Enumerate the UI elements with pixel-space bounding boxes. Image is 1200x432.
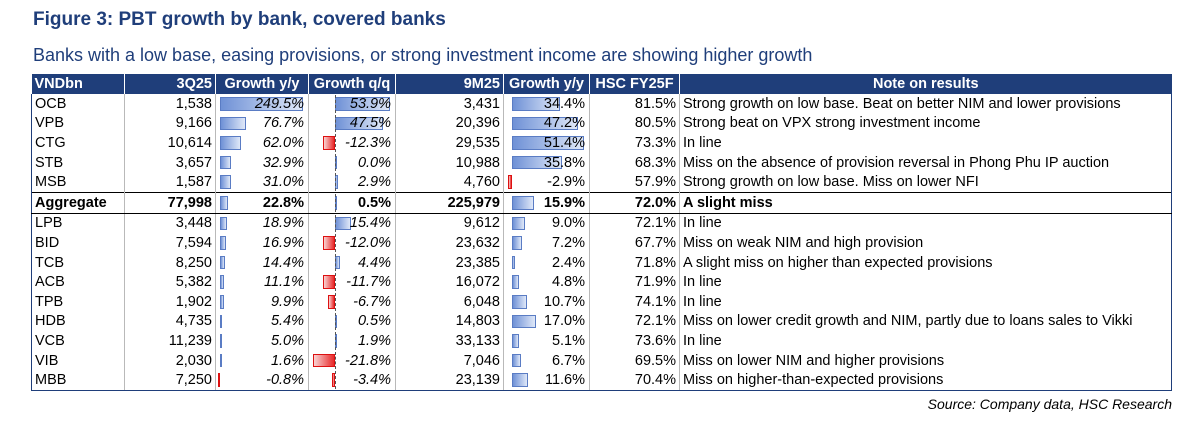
growth-bar-q_yoy (220, 315, 222, 329)
growth-value-label: 16.9% (262, 234, 304, 251)
growth-value-label: 47.5% (349, 115, 391, 132)
growth-bar-q_yoy (220, 354, 222, 368)
growth-value-label: 17.0% (543, 313, 585, 330)
bar-cell-q_qoq (309, 370, 396, 390)
growth-value-label: 14.4% (262, 254, 304, 271)
growth-value-label: 1.6% (270, 352, 304, 369)
growth-value-label: 35.8% (543, 154, 585, 171)
growth-bar-m_yoy (512, 354, 521, 368)
pbt-3q25: 5,382 (125, 272, 216, 292)
growth-value-label: 62.0% (262, 134, 304, 151)
pbt-9m25: 10,988 (396, 153, 504, 173)
bar-cell-m_yoy (504, 94, 590, 114)
pbt-9m25: 33,133 (396, 331, 504, 351)
col-header-note: Note on results (680, 74, 1172, 94)
result-note: Strong beat on VPX strong investment income (680, 114, 1172, 134)
result-note: Strong growth on low base. Beat on better NIM and lower provisions (680, 94, 1172, 114)
growth-value-label: 47.2% (543, 115, 585, 132)
hsc-fy25f-completion: 74.1% (590, 292, 680, 312)
zero-axis-line (335, 293, 336, 311)
zero-axis-line (335, 194, 336, 212)
result-note: A slight miss on higher than expected provisions (680, 253, 1172, 273)
bar-cell-q_yoy (216, 192, 309, 213)
growth-bar-q_yoy (220, 196, 228, 210)
growth-bar-q_yoy (220, 117, 245, 131)
growth-value-label: 4.4% (357, 254, 391, 271)
growth-value-label: 2.4% (551, 254, 585, 271)
hsc-fy25f-completion: 72.0% (590, 192, 680, 213)
bank-name: VPB (32, 114, 125, 134)
growth-bar-q_qoq (335, 217, 351, 231)
growth-value-label: -6.7% (353, 293, 391, 310)
growth-bar-q_yoy (220, 136, 241, 150)
growth-bar-q_yoy (220, 175, 230, 189)
bar-cell-q_yoy (216, 233, 309, 253)
pbt-3q25: 1,902 (125, 292, 216, 312)
growth-value-label: 34.4% (543, 95, 585, 112)
table-row (32, 351, 1172, 371)
pbt-9m25: 3,431 (396, 94, 504, 114)
growth-bar-q_qoq (323, 136, 336, 150)
growth-value-label: 9.0% (551, 215, 585, 232)
table-row (32, 114, 1172, 134)
growth-value-label: 5.0% (270, 332, 304, 349)
growth-bar-q_qoq (323, 236, 335, 250)
result-note: Miss on lower NIM and higher provisions (680, 351, 1172, 371)
bar-cell-q_qoq (309, 192, 396, 213)
col-header-3q25-growth-qoq: Growth q/q (309, 74, 396, 94)
table-row (32, 172, 1172, 192)
growth-value-label: -3.4% (353, 372, 391, 389)
result-note: Miss on weak NIM and high provision (680, 233, 1172, 253)
growth-value-label: 2.9% (357, 174, 391, 191)
growth-bar-m_yoy (512, 373, 528, 387)
growth-bar-m_yoy (512, 315, 536, 329)
bar-cell-q_yoy (216, 331, 309, 351)
hsc-fy25f-completion: 73.3% (590, 133, 680, 153)
pbt-9m25: 16,072 (396, 272, 504, 292)
pbt-3q25: 7,250 (125, 370, 216, 390)
bar-cell-m_yoy (504, 213, 590, 233)
growth-bar-q_yoy (220, 156, 231, 170)
pbt-3q25: 3,448 (125, 213, 216, 233)
hsc-fy25f-completion: 71.8% (590, 253, 680, 273)
growth-value-label: 32.9% (262, 154, 304, 171)
growth-value-label: 53.9% (349, 95, 391, 112)
result-note: In line (680, 272, 1172, 292)
pbt-3q25: 4,735 (125, 312, 216, 332)
bar-cell-q_qoq (309, 312, 396, 332)
zero-axis-line (335, 254, 336, 272)
growth-value-label: 0.5% (357, 194, 391, 211)
growth-value-label: -21.8% (345, 352, 391, 369)
table-row (32, 233, 1172, 253)
bar-cell-q_qoq (309, 172, 396, 192)
growth-value-label: 9.9% (270, 293, 304, 310)
growth-bar-q_qoq (323, 275, 335, 289)
zero-axis-line (335, 313, 336, 331)
source-note: Source: Company data, HSC Research (927, 396, 1172, 412)
pbt-3q25: 9,166 (125, 114, 216, 134)
hsc-fy25f-completion: 81.5% (590, 94, 680, 114)
pbt-9m25: 6,048 (396, 292, 504, 312)
bank-name: LPB (32, 213, 125, 233)
growth-value-label: 11.6% (544, 372, 585, 389)
zero-axis-line (335, 273, 336, 291)
growth-value-label: 5.1% (551, 332, 585, 349)
growth-value-label: 6.7% (551, 352, 585, 369)
pbt-9m25: 4,760 (396, 172, 504, 192)
bank-name: VCB (32, 331, 125, 351)
growth-bar-q_yoy (218, 373, 220, 387)
growth-value-label: 1.9% (357, 332, 391, 349)
bar-cell-m_yoy (504, 153, 590, 173)
bank-name: ACB (32, 272, 125, 292)
bank-name: CTG (32, 133, 125, 153)
hsc-fy25f-completion: 71.9% (590, 272, 680, 292)
growth-value-label: 31.0% (262, 174, 304, 191)
table-row (32, 153, 1172, 173)
table-row (32, 94, 1172, 114)
col-header-3q25: 3Q25 (125, 74, 216, 94)
growth-bar-m_yoy (512, 217, 525, 231)
growth-bar-m_yoy (508, 175, 512, 189)
growth-bar-m_yoy (512, 196, 534, 210)
pbt-9m25: 29,535 (396, 133, 504, 153)
pbt-3q25: 3,657 (125, 153, 216, 173)
bar-cell-q_yoy (216, 172, 309, 192)
hsc-fy25f-completion: 73.6% (590, 331, 680, 351)
bank-name: STB (32, 153, 125, 173)
bar-cell-q_qoq (309, 331, 396, 351)
zero-axis-line (335, 154, 336, 172)
hsc-fy25f-completion: 72.1% (590, 312, 680, 332)
result-note: Miss on the absence of provision reversal in Phong Phu IP auction (680, 153, 1172, 173)
zero-axis-line (335, 95, 336, 113)
bar-cell-q_yoy (216, 351, 309, 371)
growth-bar-q_yoy (220, 256, 225, 270)
zero-axis-line (335, 352, 336, 370)
result-note: In line (680, 331, 1172, 351)
growth-bar-q_yoy (220, 217, 226, 231)
pbt-9m25: 7,046 (396, 351, 504, 371)
bar-cell-m_yoy (504, 114, 590, 134)
bar-cell-m_yoy (504, 292, 590, 312)
bar-cell-m_yoy (504, 192, 590, 213)
table-row (32, 253, 1172, 273)
pbt-3q25: 77,998 (125, 192, 216, 213)
bank-name: MBB (32, 370, 125, 390)
table-row (32, 213, 1172, 233)
hsc-fy25f-completion: 68.3% (590, 153, 680, 173)
result-note: In line (680, 292, 1172, 312)
growth-value-label: 15.4% (349, 215, 391, 232)
growth-bar-m_yoy (512, 275, 519, 289)
pbt-9m25: 23,632 (396, 233, 504, 253)
bar-cell-m_yoy (504, 331, 590, 351)
bar-cell-q_yoy (216, 312, 309, 332)
bar-cell-q_yoy (216, 292, 309, 312)
growth-bar-q_yoy (220, 275, 224, 289)
growth-value-label: 76.7% (262, 115, 304, 132)
pbt-3q25: 1,538 (125, 94, 216, 114)
pbt-3q25: 10,614 (125, 133, 216, 153)
pbt-9m25: 14,803 (396, 312, 504, 332)
pbt-3q25: 2,030 (125, 351, 216, 371)
bar-cell-q_yoy (216, 114, 309, 134)
bar-cell-m_yoy (504, 351, 590, 371)
bar-cell-q_qoq (309, 351, 396, 371)
growth-value-label: -2.9% (547, 174, 585, 191)
zero-axis-line (335, 173, 336, 191)
growth-bar-q_yoy (220, 236, 226, 250)
bar-cell-q_yoy (216, 272, 309, 292)
pbt-9m25: 9,612 (396, 213, 504, 233)
bar-cell-q_qoq (309, 233, 396, 253)
bar-cell-m_yoy (504, 253, 590, 273)
pbt-9m25: 23,385 (396, 253, 504, 273)
table-row (32, 331, 1172, 351)
pbt-growth-table (31, 74, 1172, 391)
table-row (32, 370, 1172, 390)
growth-value-label: 7.2% (551, 234, 585, 251)
hsc-fy25f-completion: 80.5% (590, 114, 680, 134)
growth-bar-q_yoy (220, 295, 223, 309)
header-row (32, 74, 1172, 94)
bar-cell-m_yoy (504, 233, 590, 253)
bar-cell-q_qoq (309, 94, 396, 114)
bank-name: Aggregate (32, 192, 125, 213)
bank-name: TPB (32, 292, 125, 312)
col-header-9m25-growth-yoy: Growth y/y (504, 74, 590, 94)
zero-axis-line (335, 234, 336, 252)
bar-cell-q_yoy (216, 213, 309, 233)
bar-cell-m_yoy (504, 370, 590, 390)
bar-cell-m_yoy (504, 312, 590, 332)
growth-bar-q_qoq (328, 295, 335, 309)
col-header-hsc-fy25f: HSC FY25F (590, 74, 680, 94)
growth-value-label: 249.5% (254, 95, 304, 112)
table-row (32, 292, 1172, 312)
growth-bar-q_qoq (313, 354, 335, 368)
growth-value-label: -11.7% (346, 274, 391, 291)
bar-cell-q_yoy (216, 153, 309, 173)
col-header-bank: VNDbn (32, 74, 125, 94)
result-note: Strong growth on low base. Miss on lower NFI (680, 172, 1172, 192)
bar-cell-q_qoq (309, 213, 396, 233)
growth-value-label: 4.8% (551, 274, 585, 291)
growth-value-label: 10.7% (543, 293, 585, 310)
bar-cell-q_qoq (309, 153, 396, 173)
bar-cell-q_qoq (309, 292, 396, 312)
result-note: A slight miss (680, 192, 1172, 213)
growth-value-label: 18.9% (262, 215, 304, 232)
pbt-9m25: 23,139 (396, 370, 504, 390)
bank-name: VIB (32, 351, 125, 371)
bank-name: HDB (32, 312, 125, 332)
growth-value-label: -0.8% (266, 372, 304, 389)
bar-cell-q_qoq (309, 114, 396, 134)
table-row (32, 312, 1172, 332)
pbt-3q25: 1,587 (125, 172, 216, 192)
growth-value-label: 5.4% (270, 313, 304, 330)
bank-name: OCB (32, 94, 125, 114)
bar-cell-m_yoy (504, 172, 590, 192)
pbt-3q25: 11,239 (125, 331, 216, 351)
pbt-9m25: 225,979 (396, 192, 504, 213)
figure-subtitle: Banks with a low base, easing provisions, or strong investment income are showing higher growth (33, 45, 813, 65)
hsc-fy25f-completion: 57.9% (590, 172, 680, 192)
bar-cell-q_qoq (309, 133, 396, 153)
figure-title: Figure 3: PBT growth by bank, covered banks (33, 9, 446, 30)
result-note: In line (680, 213, 1172, 233)
bar-cell-m_yoy (504, 272, 590, 292)
table-row (32, 133, 1172, 153)
bar-cell-q_yoy (216, 253, 309, 273)
zero-axis-line (335, 332, 336, 350)
growth-value-label: 51.4% (543, 134, 585, 151)
bar-cell-q_yoy (216, 133, 309, 153)
zero-axis-line (335, 371, 336, 389)
growth-value-label: 0.0% (357, 154, 391, 171)
growth-bar-q_yoy (220, 334, 222, 348)
zero-axis-line (335, 115, 336, 133)
zero-axis-line (335, 134, 336, 152)
hsc-fy25f-completion: 67.7% (590, 233, 680, 253)
result-note: In line (680, 133, 1172, 153)
col-header-9m25: 9M25 (396, 74, 504, 94)
zero-axis-line (335, 215, 336, 233)
pbt-3q25: 8,250 (125, 253, 216, 273)
growth-value-label: 15.9% (543, 194, 585, 211)
pbt-3q25: 7,594 (125, 233, 216, 253)
bank-name: MSB (32, 172, 125, 192)
aggregate-row (32, 192, 1172, 213)
growth-value-label: 0.5% (357, 313, 391, 330)
pbt-9m25: 20,396 (396, 114, 504, 134)
table-row (32, 272, 1172, 292)
bar-cell-q_qoq (309, 253, 396, 273)
bank-name: TCB (32, 253, 125, 273)
growth-value-label: -12.3% (345, 134, 391, 151)
growth-value-label: 22.8% (262, 194, 304, 211)
col-header-3q25-growth-yoy: Growth y/y (216, 74, 309, 94)
bar-cell-q_yoy (216, 370, 309, 390)
bar-cell-q_yoy (216, 94, 309, 114)
result-note: Miss on higher-than-expected provisions (680, 370, 1172, 390)
bank-name: BID (32, 233, 125, 253)
growth-bar-m_yoy (512, 334, 519, 348)
growth-bar-m_yoy (512, 256, 515, 270)
growth-value-label: 11.1% (263, 274, 304, 291)
bar-cell-m_yoy (504, 133, 590, 153)
growth-value-label: -12.0% (345, 234, 391, 251)
hsc-fy25f-completion: 69.5% (590, 351, 680, 371)
result-note: Miss on lower credit growth and NIM, partly due to loans sales to Vikki (680, 312, 1172, 332)
growth-bar-m_yoy (512, 295, 527, 309)
growth-bar-m_yoy (512, 236, 522, 250)
hsc-fy25f-completion: 70.4% (590, 370, 680, 390)
hsc-fy25f-completion: 72.1% (590, 213, 680, 233)
bar-cell-q_qoq (309, 272, 396, 292)
